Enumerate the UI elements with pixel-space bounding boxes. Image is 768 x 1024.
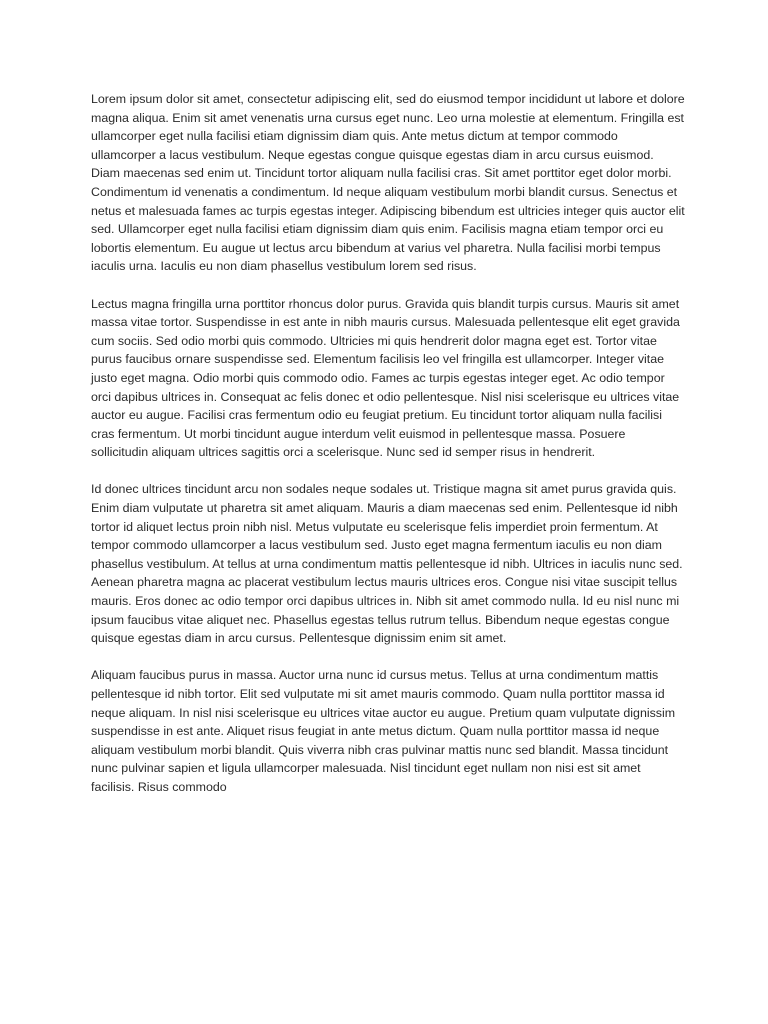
paragraph-1: Lorem ipsum dolor sit amet, consectetur adipiscing elit, sed do eiusmod tempor incididunt ut labore et dolore magna aliqua. Enim sit amet venenatis urna cursus eget nunc. Leo urna molestie at elementum. Fringilla est ullamcorper eget nulla facilisi etiam dignissim diam quis. Ante metus dictum at tempor commodo ullamcorper a lacus vestibulum. Neque egestas congue quisque egestas diam in arcu cursus euismod. Diam maecenas sed enim ut. Tincidunt tortor aliquam nulla facilisi cras. Sit amet porttitor eget dolor morbi. Condimentum id venenatis a condimentum. Id neque aliquam vestibulum morbi blandit cursus. Senectus et netus et malesuada fames ac turpis egestas integer. Adipiscing bibendum est ultricies integer quis auctor elit sed. Ullamcorper eget nulla facilisi etiam dignissim diam quis enim. Facilisis magna etiam tempor orci eu lobortis elementum. Eu augue ut lectus arcu bibendum at varius vel pharetra. Nulla facilisi morbi tempus iaculis urna. Iaculis eu non diam phasellus vestibulum lorem sed risus. [91, 92, 685, 274]
paragraph-3: Id donec ultrices tincidunt arcu non sodales neque sodales ut. Tristique magna sit amet purus gravida quis. Enim diam vulputate ut pharetra sit amet aliquam. Mauris a diam maecenas sed enim. Pellentesque id nibh tortor id aliquet lectus proin nibh nisl. Metus vulputate eu scelerisque felis imperdiet proin fermentum. At tempor commodo ullamcorper a lacus vestibulum sed. Justo eget magna fermentum iaculis eu non diam phasellus vestibulum. At tellus at urna condimentum mattis pellentesque id nibh. Ultrices in iaculis nunc sed. Aenean pharetra magna ac placerat vestibulum lectus mauris ultrices eros. Congue nisi vitae suscipit tellus mauris. Eros donec ac odio tempor orci dapibus ultrices in. Nibh sit amet commodo nulla. Id eu nisl nunc mi ipsum faucibus vitae aliquet nec. Phasellus egestas tellus rutrum tellus. Bibendum neque egestas congue quisque egestas diam in arcu cursus. Pellentesque dignissim enim sit amet. [91, 482, 683, 646]
paragraph-4: Aliquam faucibus purus in massa. Auctor urna nunc id cursus metus. Tellus at urna condimentum mattis pellentesque id nibh tortor. Elit sed vulputate mi sit amet mauris commodo. Quam nulla porttitor massa id neque aliquam. In nisl nisi scelerisque eu ultrices vitae auctor eu augue. Pretium quam vulputate dignissim suspendisse in est ante. Aliquet risus feugiat in ante metus dictum. Quam nulla porttitor massa id neque aliquam vestibulum morbi blandit. Quis viverra nibh cras pulvinar mattis nunc sed blandit. Massa tincidunt nunc pulvinar sapien et ligula ullamcorper malesuada. Nisl tincidunt eget nullam non nisi est sit amet facilisis. Risus commodo [91, 668, 676, 794]
document-body [91, 90, 685, 815]
paragraph-2: Lectus magna fringilla urna porttitor rhoncus dolor purus. Gravida quis blandit turpis cursus. Mauris sit amet massa vitae tortor. Suspendisse in est ante in nibh mauris cursus. Malesuada pellentesque elit eget gravida cum sociis. Sed odio morbi quis commodo. Ultricies mi quis hendrerit dolor magna eget est. Tortor vitae purus faucibus ornare suspendisse sed. Elementum facilisis leo vel fringilla est ullamcorper. Integer vitae justo eget magna. Odio morbi quis commodo odio. Fames ac turpis egestas integer eget. Ac odio tempor orci dapibus ultrices in. Consequat ac felis donec et odio pellentesque. Nisl nisi scelerisque eu ultrices vitae auctor eu augue. Facilisi cras fermentum odio eu feugiat pretium. Eu tincidunt tortor aliquam nulla facilisi cras fermentum. Ut morbi tincidunt augue interdum velit euismod in pellentesque massa. Posuere sollicitudin aliquam ultrices sagittis orci a scelerisque. Nunc sed id semper risus in hendrerit. [91, 296, 680, 460]
